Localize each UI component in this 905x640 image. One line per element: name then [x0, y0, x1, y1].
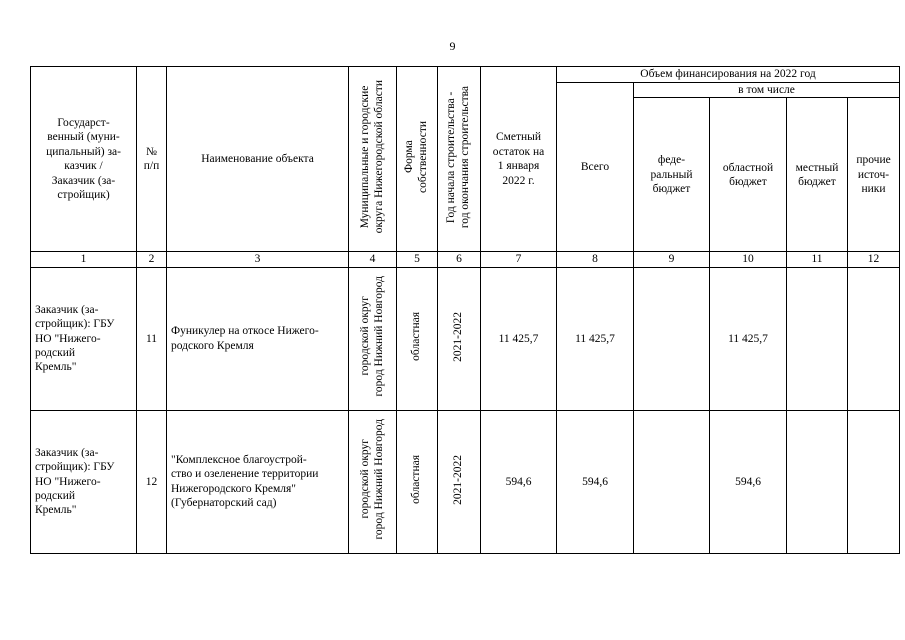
row-years-cell	[438, 267, 481, 410]
header-estimate: Сметный остаток на 1 января 2022 г.	[481, 67, 557, 252]
page-number: 9	[449, 39, 456, 53]
row-total: 594,6	[557, 410, 634, 553]
row-customer: Заказчик (за- стройщик): ГБУ НО "Нижего- родский Кремль"	[31, 410, 137, 553]
header-federal: феде- ральный бюджет	[634, 98, 710, 252]
header-object-name: Наименование объекта	[167, 67, 349, 252]
row-years-cell	[438, 410, 481, 553]
header-ownership: Форма собственности	[403, 121, 429, 193]
row-municipality-cell	[349, 267, 397, 410]
row-other	[848, 410, 900, 553]
row-total: 11 425,7	[557, 267, 634, 410]
column-number: 9	[634, 252, 710, 267]
row-ownership: областная	[410, 312, 423, 361]
header-local: местный бюджет	[787, 98, 848, 252]
row-years: 2021-2022	[452, 311, 465, 362]
row-ownership: областная	[410, 455, 423, 504]
row-ownership-cell	[397, 410, 438, 553]
header-customer: Государст- венный (муни- ципальный) за- казчик / Заказчик (за- стройщик)	[31, 67, 137, 252]
column-number: 8	[557, 252, 634, 267]
row-regional: 594,6	[710, 410, 787, 553]
column-number: 6	[438, 252, 481, 267]
column-number: 4	[349, 252, 397, 267]
header-including: в том числе	[634, 83, 900, 98]
column-number: 12	[848, 252, 900, 267]
row-ownership-cell	[397, 267, 438, 410]
row-years: 2021-2022	[452, 454, 465, 505]
header-total: Всего	[557, 83, 634, 252]
header-regional: областной бюджет	[710, 98, 787, 252]
row-municipality: городской округ город Нижний Новгород	[358, 419, 385, 540]
header-other: прочие источ- ники	[848, 98, 900, 252]
row-federal	[634, 267, 710, 410]
column-number: 11	[787, 252, 848, 267]
row-federal	[634, 410, 710, 553]
column-number: 10	[710, 252, 787, 267]
column-number: 7	[481, 252, 557, 267]
row-other	[848, 267, 900, 410]
column-number: 2	[137, 252, 167, 267]
row-local	[787, 267, 848, 410]
row-object-name: "Комплексное благоустрой- ство и озеленение территории Нижегородского Кремля" (Губернаторский сад)	[167, 410, 349, 553]
row-regional: 11 425,7	[710, 267, 787, 410]
table-row	[31, 267, 900, 410]
header-municipality: Муниципальные и городские округа Нижегородской области	[358, 80, 385, 234]
row-local	[787, 410, 848, 553]
header-ownership-cell	[397, 67, 438, 252]
header-years: Год начала строительства - год окончания строительства	[445, 85, 471, 229]
header-number: № п/п	[137, 67, 167, 252]
column-number: 3	[167, 252, 349, 267]
row-municipality-cell	[349, 410, 397, 553]
row-number: 12	[137, 410, 167, 553]
row-municipality: городской округ город Нижний Новгород	[358, 276, 385, 397]
row-customer: Заказчик (за- стройщик): ГБУ НО "Нижего- родский Кремль"	[31, 267, 137, 410]
financing-table	[30, 66, 900, 554]
table-row	[31, 410, 900, 553]
header-years-cell	[438, 67, 481, 252]
row-object-name: Фуникулер на откосе Нижего- родского Кремля	[167, 267, 349, 410]
header-funding-group: Объем финансирования на 2022 год	[557, 67, 900, 83]
column-number: 5	[397, 252, 438, 267]
row-estimate: 594,6	[481, 410, 557, 553]
header-municipality-cell	[349, 67, 397, 252]
row-number: 11	[137, 267, 167, 410]
row-estimate: 11 425,7	[481, 267, 557, 410]
column-number: 1	[31, 252, 137, 267]
